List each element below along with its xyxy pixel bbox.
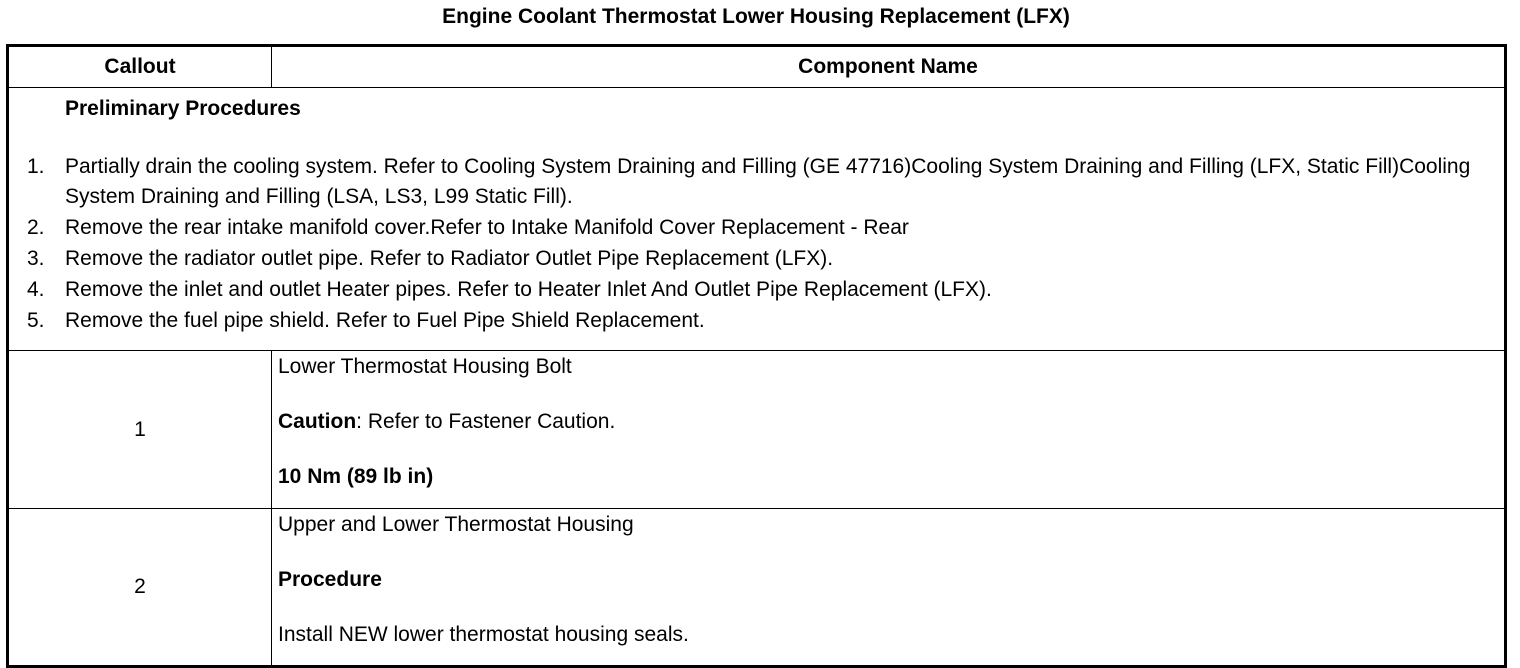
- caution-note: [278, 410, 1504, 434]
- step-text: Remove the inlet and outlet Heater pipes. Refer to Heater Inlet And Outlet Pipe Replacement (LFX).: [65, 278, 992, 301]
- step-number: 2.: [27, 216, 45, 239]
- table-row: [8, 351, 1506, 509]
- callout-cell: 1: [8, 351, 272, 509]
- page-title: Engine Coolant Thermostat Lower Housing Replacement (LFX): [442, 5, 1070, 28]
- step-number: 1.: [27, 155, 45, 178]
- step-number: 5.: [27, 309, 45, 332]
- component-name: Lower Thermostat Housing Bolt: [278, 355, 572, 378]
- step-number: 3.: [27, 247, 45, 270]
- list-item: [9, 212, 1504, 243]
- step-text: Partially drain the cooling system. Refer to Cooling System Draining and Filling (GE 47716)Cooling System Draining and Filling (LFX, Static Fill)Cooling System Draining and Filling (LSA, LS3, L99 Static Fill).: [65, 155, 1471, 208]
- callout-column-header: Callout: [8, 46, 272, 88]
- callout-cell: 2: [8, 509, 272, 667]
- component-column-header: Component Name: [272, 46, 1506, 88]
- preliminary-procedures-cell: [8, 88, 1506, 351]
- list-item: [9, 274, 1504, 305]
- component-cell: [272, 509, 1506, 667]
- preliminary-steps-list: [9, 152, 1504, 336]
- list-item: [9, 243, 1504, 274]
- component-cell: [272, 351, 1506, 509]
- procedure-text: Install NEW lower thermostat housing seals.: [278, 623, 689, 646]
- table-row: [8, 509, 1506, 667]
- step-number: 4.: [27, 278, 45, 301]
- list-item: [9, 305, 1504, 336]
- component-name: Upper and Lower Thermostat Housing: [278, 513, 634, 536]
- caution-label: Caution: [278, 410, 357, 433]
- step-text: Remove the rear intake manifold cover.Refer to Intake Manifold Cover Replacement - Rear: [65, 216, 909, 239]
- preliminary-procedures-heading: Preliminary Procedures: [65, 97, 301, 120]
- caution-text: : Refer to Fastener Caution.: [356, 410, 616, 433]
- torque-spec: 10 Nm (89 lb in): [278, 465, 434, 488]
- procedure-label: Procedure: [278, 568, 382, 591]
- procedure-table: [6, 44, 1507, 668]
- table-header-row: [8, 46, 1506, 88]
- step-text: Remove the fuel pipe shield. Refer to Fuel Pipe Shield Replacement.: [65, 309, 705, 332]
- list-item: [9, 152, 1504, 212]
- preliminary-procedures-row: [8, 88, 1506, 351]
- step-text: Remove the radiator outlet pipe. Refer to Radiator Outlet Pipe Replacement (LFX).: [65, 247, 834, 270]
